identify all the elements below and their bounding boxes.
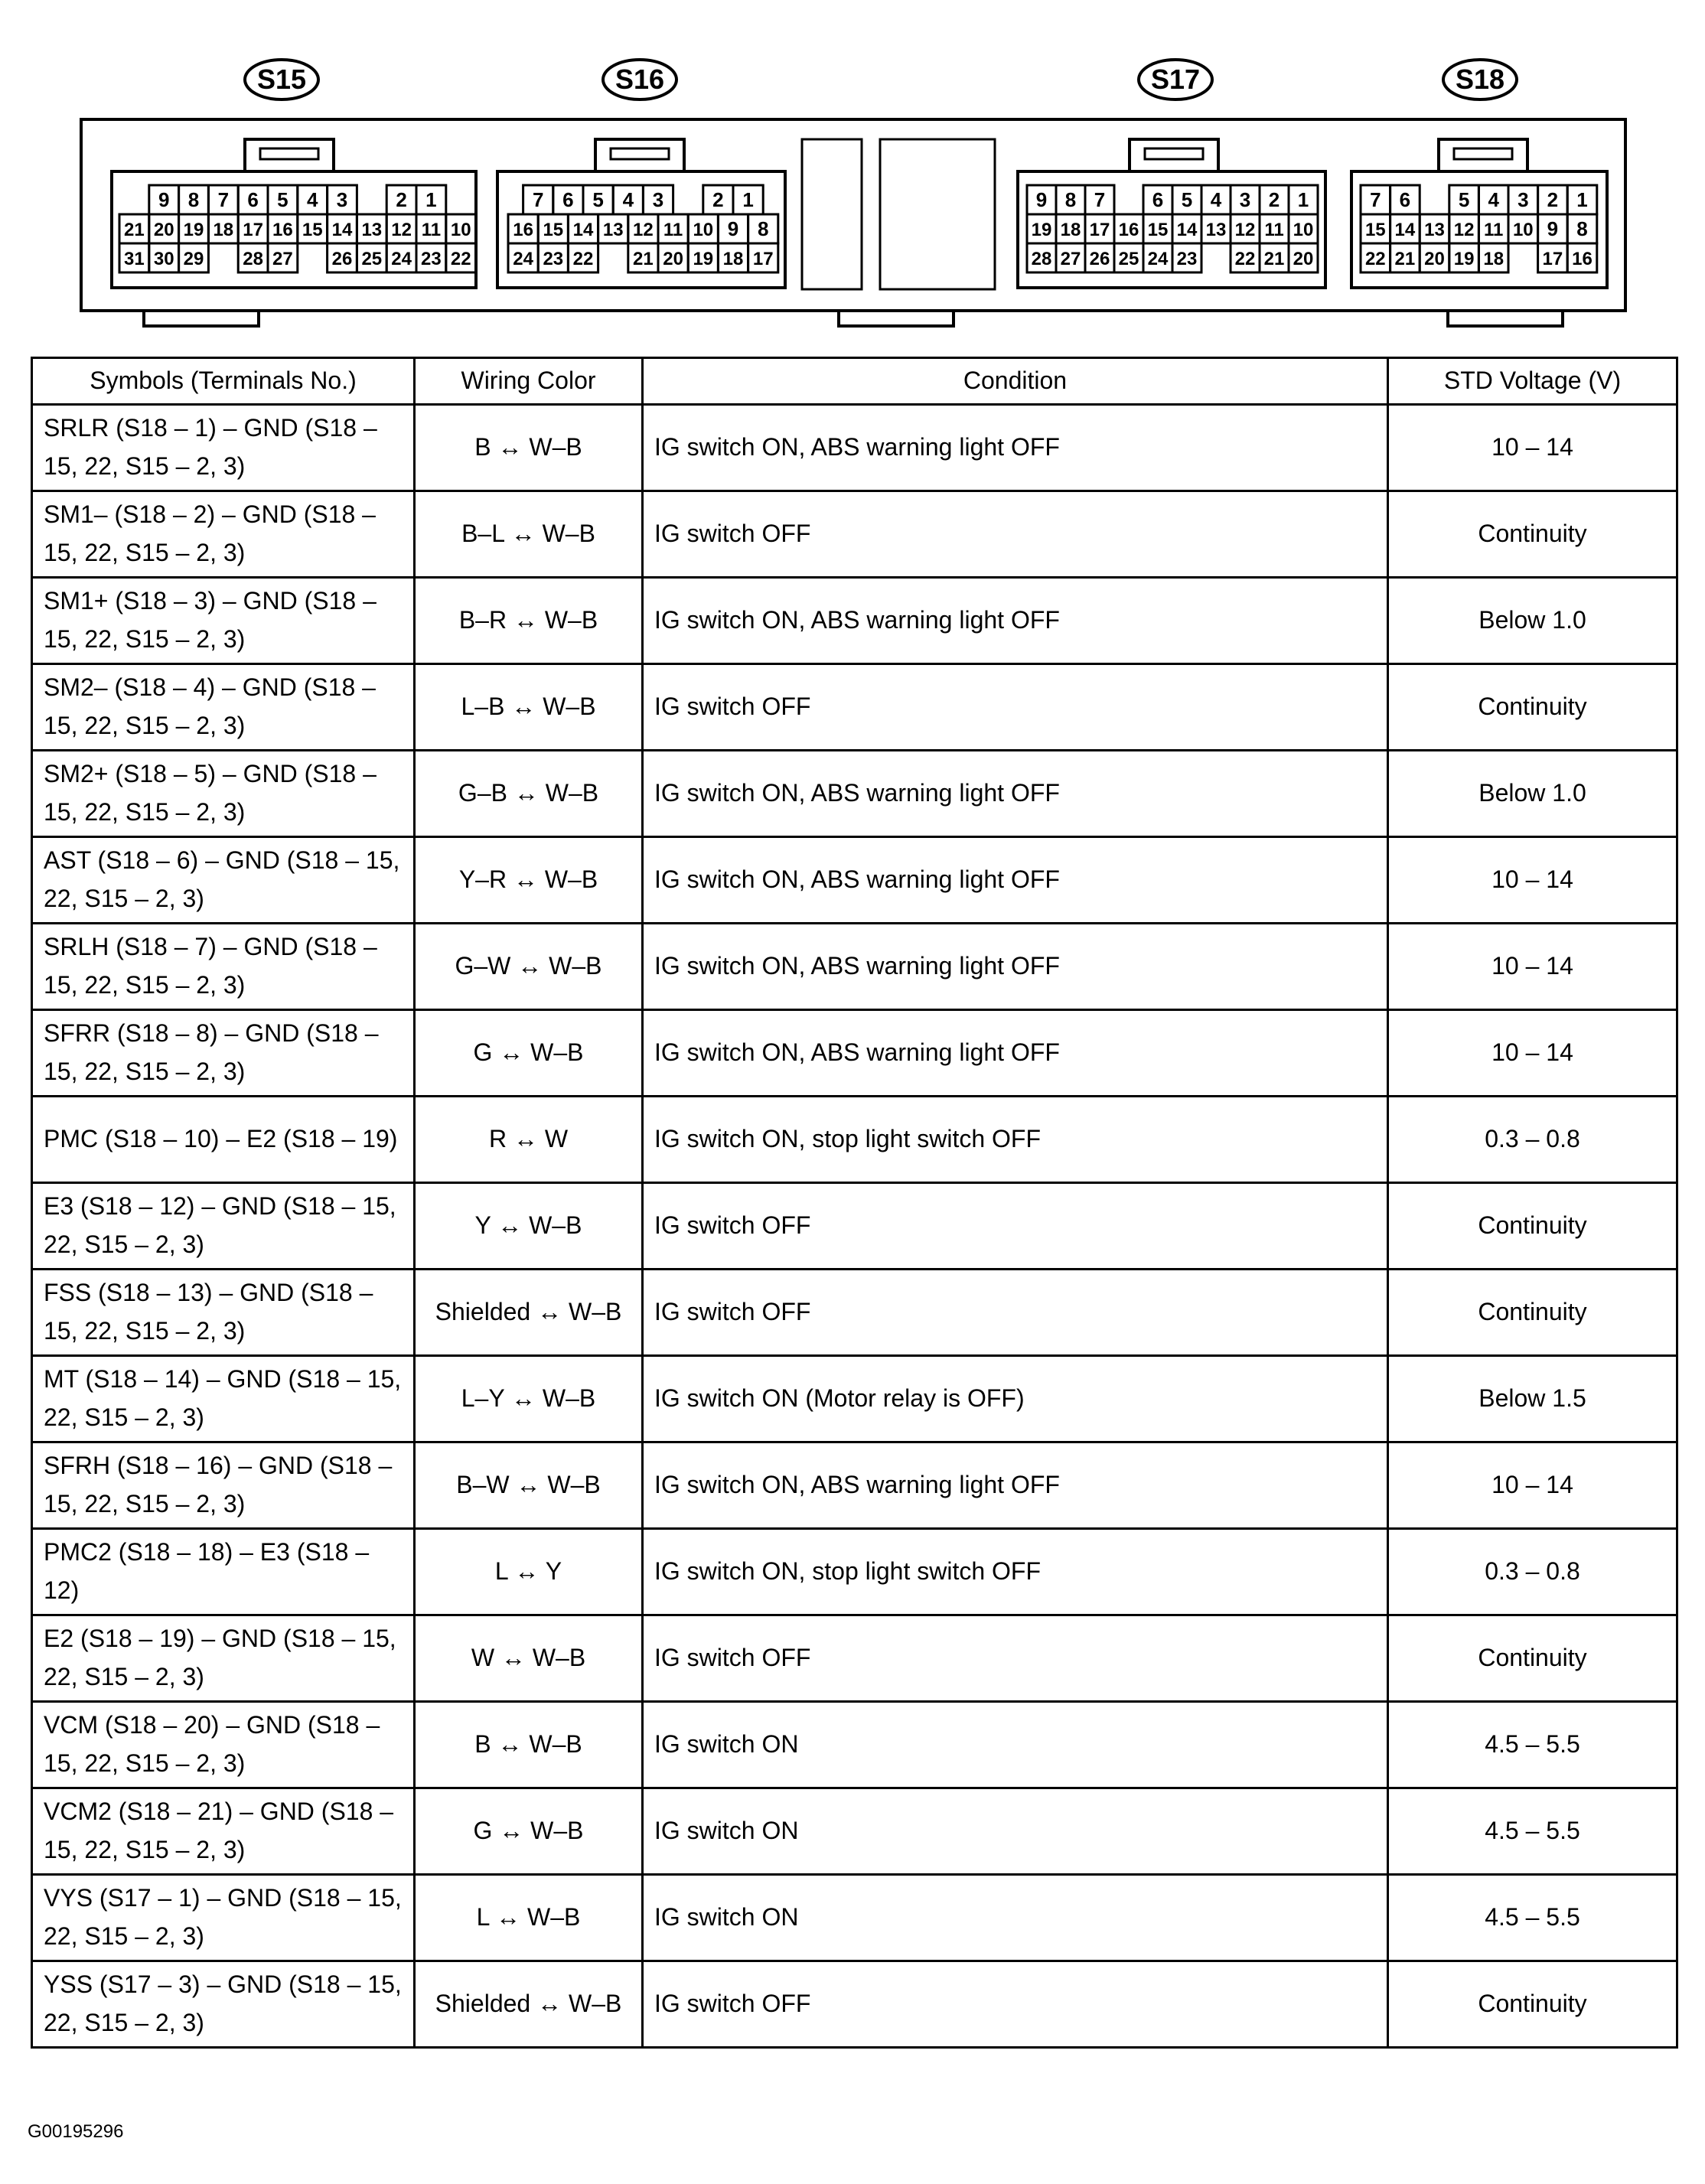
cell-voltage: 10 – 14: [1388, 1442, 1677, 1529]
mount-tab-center: [839, 311, 954, 326]
cell-voltage: Below 1.0: [1388, 751, 1677, 837]
pin-number: 6: [1399, 188, 1411, 211]
cell-wiring: Shielded ↔ W–B: [415, 1961, 643, 2048]
pin-number: 14: [1394, 220, 1416, 240]
cell-condition: IG switch ON, ABS warning light OFF: [643, 837, 1388, 924]
cell-wiring: Y–R ↔ W–B: [415, 837, 643, 924]
cell-symbol: SM2– (S18 – 4) – GND (S18 – 15, 22, S15 – 2, 3): [32, 664, 415, 751]
pin-number: 8: [1064, 188, 1077, 211]
pin-number: 3: [336, 188, 348, 211]
cell-condition: IG switch ON, ABS warning light OFF: [643, 751, 1388, 837]
cell-symbol: PMC2 (S18 – 18) – E3 (S18 – 12): [32, 1529, 415, 1615]
cell-voltage: Below 1.0: [1388, 578, 1677, 664]
label-s18: [1443, 60, 1517, 99]
pin-number: 1: [1576, 188, 1588, 211]
pin-number: 23: [1176, 249, 1198, 269]
pin-number: 23: [543, 249, 564, 269]
pin-number: 1: [425, 188, 437, 211]
table-row: [32, 405, 1677, 491]
pin-number: 8: [1576, 217, 1588, 240]
cell-symbol: SM1– (S18 – 2) – GND (S18 – 15, 22, S15 – 2, 3): [32, 491, 415, 578]
label-s17: [1139, 60, 1212, 99]
pin-number: 4: [1488, 188, 1499, 211]
cell-condition: IG switch ON, stop light switch OFF: [643, 1529, 1388, 1615]
table-row: [32, 837, 1677, 924]
cell-wiring: Shielded ↔ W–B: [415, 1270, 643, 1356]
header-wiring-color: Wiring Color: [415, 358, 643, 405]
pin-grid-s17: [1027, 185, 1318, 272]
pin-number: 9: [1035, 188, 1048, 211]
pin-number: 16: [1572, 249, 1593, 269]
pin-number: 7: [1094, 188, 1106, 211]
cell-condition: IG switch OFF: [643, 1183, 1388, 1270]
pin-number: 30: [153, 249, 174, 269]
mount-tab-right: [1448, 311, 1563, 326]
figure-id: G00195296: [28, 2121, 124, 2142]
cell-wiring: G ↔ W–B: [415, 1010, 643, 1097]
pin-number: 21: [124, 220, 145, 240]
ecu-connector-diagram: [0, 0, 1705, 352]
cell-symbol: SRLH (S18 – 7) – GND (S18 – 15, 22, S15 – 2, 3): [32, 924, 415, 1010]
cell-wiring: L–Y ↔ W–B: [415, 1356, 643, 1442]
cell-voltage: 0.3 – 0.8: [1388, 1529, 1677, 1615]
pin-number: 24: [1147, 249, 1169, 269]
cell-condition: IG switch ON, stop light switch OFF: [643, 1097, 1388, 1183]
pin-number: 10: [693, 220, 714, 240]
connector-s15: [112, 139, 476, 288]
pin-number: 10: [1293, 220, 1314, 240]
pin-number: 2: [712, 188, 724, 211]
pin-number: 17: [243, 220, 263, 240]
cell-voltage: 0.3 – 0.8: [1388, 1097, 1677, 1183]
cell-voltage: Continuity: [1388, 664, 1677, 751]
pin-number: 13: [602, 220, 624, 240]
pin-number: 20: [663, 249, 683, 269]
pin-number: 9: [158, 188, 170, 211]
table-row: [32, 751, 1677, 837]
cell-voltage: Continuity: [1388, 1270, 1677, 1356]
cell-condition: IG switch ON, ABS warning light OFF: [643, 405, 1388, 491]
table-row: [32, 1615, 1677, 1702]
pin-number: 5: [277, 188, 289, 211]
pin-number: 19: [183, 220, 204, 240]
header-symbols: Symbols (Terminals No.): [32, 358, 415, 405]
pin-number: 22: [1234, 249, 1256, 269]
pin-number: 5: [1458, 188, 1470, 211]
cell-condition: IG switch OFF: [643, 664, 1388, 751]
cell-condition: IG switch OFF: [643, 1961, 1388, 2048]
pin-number: 22: [572, 249, 594, 269]
pin-number: 1: [742, 188, 754, 211]
pin-number: 20: [1424, 249, 1445, 269]
pin-number: 11: [1484, 220, 1504, 240]
cell-wiring: L ↔ W–B: [415, 1875, 643, 1961]
cell-symbol: AST (S18 – 6) – GND (S18 – 15, 22, S15 – 2, 3): [32, 837, 415, 924]
cell-voltage: Below 1.5: [1388, 1356, 1677, 1442]
cell-wiring: G–B ↔ W–B: [415, 751, 643, 837]
pin-number: 14: [1176, 220, 1198, 240]
pin-number: 5: [1181, 188, 1193, 211]
pin-number: 1: [1297, 188, 1309, 211]
pin-number: 4: [1210, 188, 1222, 211]
pin-number: 12: [391, 220, 412, 240]
pin-number: 13: [361, 220, 383, 240]
pin-number: 10: [450, 220, 471, 240]
cell-voltage: 10 – 14: [1388, 405, 1677, 491]
table-row: [32, 1010, 1677, 1097]
label-s18-text: S18: [1455, 64, 1505, 95]
cell-symbol: SM2+ (S18 – 5) – GND (S18 – 15, 22, S15 – 2, 3): [32, 751, 415, 837]
cell-symbol: YSS (S17 – 3) – GND (S18 – 15, 22, S15 – 2, 3): [32, 1961, 415, 2048]
blank-slot-2: [880, 139, 995, 289]
pin-number: 11: [1264, 220, 1284, 240]
pin-number: 17: [1089, 220, 1110, 240]
pin-number: 7: [1370, 188, 1381, 211]
connector-s17: [1018, 139, 1325, 288]
pin-number: 26: [331, 249, 353, 269]
cell-condition: IG switch ON: [643, 1875, 1388, 1961]
table-row: [32, 1442, 1677, 1529]
pin-number: 18: [1483, 249, 1505, 269]
label-s15: [245, 60, 318, 99]
cell-voltage: Continuity: [1388, 1183, 1677, 1270]
cell-wiring: W ↔ W–B: [415, 1615, 643, 1702]
pin-number: 10: [1512, 220, 1534, 240]
cell-symbol: SFRR (S18 – 8) – GND (S18 – 15, 22, S15 – 2, 3): [32, 1010, 415, 1097]
pin-grid-s18: [1361, 185, 1597, 272]
cell-wiring: B ↔ W–B: [415, 405, 643, 491]
pin-number: 15: [302, 220, 323, 240]
cell-symbol: FSS (S18 – 13) – GND (S18 – 15, 22, S15 – 2, 3): [32, 1270, 415, 1356]
pin-number: 16: [272, 220, 293, 240]
table-row: [32, 491, 1677, 578]
table-row: [32, 1356, 1677, 1442]
header-condition: Condition: [643, 358, 1388, 405]
cell-symbol: MT (S18 – 14) – GND (S18 – 15, 22, S15 – 2, 3): [32, 1356, 415, 1442]
pin-number: 7: [217, 188, 230, 211]
pin-number: 25: [1118, 249, 1139, 269]
pin-number: 21: [1394, 249, 1416, 269]
cell-voltage: Continuity: [1388, 1615, 1677, 1702]
connector-s16: [497, 139, 785, 288]
pin-number: 3: [1518, 188, 1529, 211]
pin-number: 9: [1547, 217, 1559, 240]
pin-number: 13: [1424, 220, 1445, 240]
cell-condition: IG switch ON, ABS warning light OFF: [643, 1010, 1388, 1097]
pin-number: 3: [652, 188, 664, 211]
pin-number: 15: [1147, 220, 1169, 240]
pin-number: 16: [513, 220, 533, 240]
cell-wiring: L ↔ Y: [415, 1529, 643, 1615]
table-row: [32, 1961, 1677, 2048]
pin-number: 19: [1031, 220, 1052, 240]
header-std-voltage: STD Voltage (V): [1388, 358, 1677, 405]
cell-symbol: E3 (S18 – 12) – GND (S18 – 15, 22, S15 – 2, 3): [32, 1183, 415, 1270]
pin-number: 28: [1031, 249, 1052, 269]
pin-number: 12: [633, 220, 654, 240]
pin-number: 18: [1060, 220, 1081, 240]
cell-wiring: B–L ↔ W–B: [415, 491, 643, 578]
pin-number: 12: [1453, 220, 1475, 240]
pin-number: 4: [622, 188, 634, 211]
cell-condition: IG switch ON: [643, 1702, 1388, 1788]
cell-voltage: 10 – 14: [1388, 837, 1677, 924]
table-row: [32, 1702, 1677, 1788]
cell-condition: IG switch OFF: [643, 491, 1388, 578]
pin-number: 11: [663, 220, 683, 240]
cell-symbol: E2 (S18 – 19) – GND (S18 – 15, 22, S15 – 2, 3): [32, 1615, 415, 1702]
pin-grid-s15: [119, 185, 476, 272]
pin-number: 31: [124, 249, 145, 269]
pin-number: 4: [306, 188, 318, 211]
label-s15-text: S15: [256, 64, 307, 95]
cell-condition: IG switch ON, ABS warning light OFF: [643, 1442, 1388, 1529]
cell-symbol: SRLR (S18 – 1) – GND (S18 – 15, 22, S15 – 2, 3): [32, 405, 415, 491]
pin-number: 3: [1239, 188, 1251, 211]
pin-number: 9: [727, 217, 739, 240]
pin-number: 2: [1268, 188, 1280, 211]
table-row: [32, 1183, 1677, 1270]
table-row: [32, 1788, 1677, 1875]
cell-voltage: 4.5 – 5.5: [1388, 1875, 1677, 1961]
cell-voltage: Continuity: [1388, 491, 1677, 578]
pin-number: 19: [1453, 249, 1475, 269]
label-s16-text: S16: [615, 64, 665, 95]
pin-number: 20: [1293, 249, 1314, 269]
cell-symbol: PMC (S18 – 10) – E2 (S18 – 19): [32, 1097, 415, 1183]
pin-number: 27: [1060, 249, 1081, 269]
pin-number: 24: [513, 249, 533, 269]
pin-number: 5: [592, 188, 604, 211]
table-row: [32, 924, 1677, 1010]
pin-number: 25: [361, 249, 383, 269]
pin-number: 13: [1205, 220, 1227, 240]
connector-s18: [1351, 139, 1607, 288]
pin-number: 20: [153, 220, 174, 240]
pin-number: 16: [1118, 220, 1139, 240]
cell-wiring: B ↔ W–B: [415, 1702, 643, 1788]
cell-symbol: SFRH (S18 – 16) – GND (S18 – 15, 22, S15 – 2, 3): [32, 1442, 415, 1529]
pin-number: 2: [396, 188, 407, 211]
pin-number: 7: [532, 188, 544, 211]
cell-wiring: Y ↔ W–B: [415, 1183, 643, 1270]
table-row: [32, 1875, 1677, 1961]
pin-number: 11: [421, 220, 442, 240]
pin-number: 27: [272, 249, 293, 269]
pin-number: 23: [421, 249, 442, 269]
pin-number: 29: [183, 249, 204, 269]
cell-symbol: VYS (S17 – 1) – GND (S18 – 15, 22, S15 – 2, 3): [32, 1875, 415, 1961]
table-header-row: [32, 358, 1677, 405]
table-row: [32, 578, 1677, 664]
pin-number: 18: [722, 249, 744, 269]
cell-wiring: B–W ↔ W–B: [415, 1442, 643, 1529]
pin-number: 22: [450, 249, 471, 269]
cell-voltage: 4.5 – 5.5: [1388, 1702, 1677, 1788]
pin-number: 12: [1234, 220, 1256, 240]
pin-number: 14: [572, 220, 594, 240]
blank-slot-1: [802, 139, 862, 289]
pin-number: 6: [562, 188, 574, 211]
pin-number: 6: [1152, 188, 1164, 211]
cell-wiring: L–B ↔ W–B: [415, 664, 643, 751]
label-s17-text: S17: [1150, 64, 1201, 95]
cell-symbol: VCM (S18 – 20) – GND (S18 – 15, 22, S15 – 2, 3): [32, 1702, 415, 1788]
table-row: [32, 664, 1677, 751]
cell-voltage: 10 – 14: [1388, 1010, 1677, 1097]
cell-condition: IG switch ON, ABS warning light OFF: [643, 924, 1388, 1010]
cell-condition: IG switch OFF: [643, 1615, 1388, 1702]
cell-voltage: Continuity: [1388, 1961, 1677, 2048]
cell-wiring: G ↔ W–B: [415, 1788, 643, 1875]
table-row: [32, 1270, 1677, 1356]
pin-number: 18: [213, 220, 234, 240]
pin-grid-s16: [508, 185, 778, 272]
terminal-spec-table: [31, 357, 1678, 2049]
table-row: [32, 1097, 1677, 1183]
pin-number: 22: [1364, 249, 1386, 269]
pin-number: 19: [693, 249, 714, 269]
pin-number: 21: [633, 249, 654, 269]
table-row: [32, 1529, 1677, 1615]
pin-number: 28: [243, 249, 263, 269]
cell-condition: IG switch ON (Motor relay is OFF): [643, 1356, 1388, 1442]
pin-number: 15: [543, 220, 564, 240]
cell-condition: IG switch OFF: [643, 1270, 1388, 1356]
cell-condition: IG switch ON: [643, 1788, 1388, 1875]
pin-number: 2: [1547, 188, 1559, 211]
cell-voltage: 4.5 – 5.5: [1388, 1788, 1677, 1875]
cell-wiring: B–R ↔ W–B: [415, 578, 643, 664]
mount-tab-left: [144, 311, 259, 326]
pin-number: 21: [1263, 249, 1285, 269]
pin-number: 14: [331, 220, 353, 240]
cell-wiring: G–W ↔ W–B: [415, 924, 643, 1010]
cell-symbol: SM1+ (S18 – 3) – GND (S18 – 15, 22, S15 – 2, 3): [32, 578, 415, 664]
cell-voltage: 10 – 14: [1388, 924, 1677, 1010]
pin-number: 15: [1364, 220, 1386, 240]
pin-number: 8: [187, 188, 200, 211]
pin-number: 17: [752, 249, 774, 269]
cell-symbol: VCM2 (S18 – 21) – GND (S18 – 15, 22, S15 – 2, 3): [32, 1788, 415, 1875]
pin-number: 24: [391, 249, 412, 269]
cell-condition: IG switch ON, ABS warning light OFF: [643, 578, 1388, 664]
pin-number: 8: [757, 217, 769, 240]
pin-number: 6: [247, 188, 259, 211]
cell-wiring: R ↔ W: [415, 1097, 643, 1183]
label-s16: [603, 60, 676, 99]
pin-number: 26: [1089, 249, 1110, 269]
pin-number: 17: [1542, 249, 1563, 269]
